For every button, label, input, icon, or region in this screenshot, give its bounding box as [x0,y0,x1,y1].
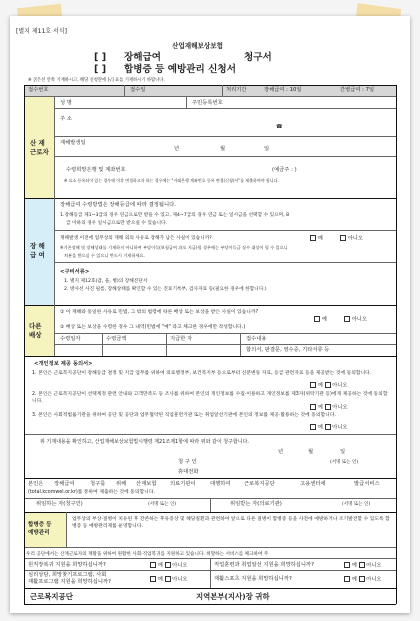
depositor-label: (예금주 : ) [272,167,297,173]
col-amount: 수령금액 [106,336,127,342]
checkbox-no[interactable] [340,235,346,241]
form-number: [별지 제11호 서식] [16,28,67,35]
checkbox-yes[interactable] [150,562,156,568]
bank-note: ※ 요소 등록되어 있는 경우에 이후 변경하고자 하는 경우에는 "거래은행 계좌번호 등록 변경(신청)서"를 제출하여야 합니다. [64,178,279,183]
rule [186,96,187,108]
rule [222,85,223,96]
rule [54,156,396,157]
checkbox-yes[interactable] [344,562,350,568]
rule [54,344,396,345]
disability-line3: 급 이하의 경우 일시금으로만 받으실 수 있습니다. [66,221,167,226]
footer-agency: 근로복지공단 [30,592,73,601]
consent-word-4: 산재보험 [136,481,157,487]
worker-section-label: 산 재 근로자 [30,139,49,156]
claimant-sign: (서명 또는 인) [330,460,359,465]
prior-disability-question: 재해발생 이전에 업무상의 재해 외의 사유로 장해가 남은 사실이 있습니까? [60,236,212,241]
checkbox-yes[interactable] [310,424,316,430]
footer-recipient: 지역본부(지사)장 귀하 [196,592,270,601]
consent-word-7: 근로복지공단 [244,481,275,487]
consent-word-0: 본인은 [28,481,44,487]
agency-name: 산업재해보상보험 [172,42,223,50]
rule [24,604,396,605]
rule [54,136,396,137]
yes-label: 예 [321,316,327,323]
privacy-item3: 3. 본인은 사회적법률기관을 위하여 공단 및 공단과 업무협약된 직업훈련기관 또는 취업알선기관에 본인의 정보를 제공·활용하는 것에 동의합니다. [32,413,336,418]
documents-item2: 2. 방사선 사진 필름, 장해상태를 확인할 수 있는 진료기록부, 검사자료 등(필요한 경우에 한합니다.) [64,287,267,292]
no-label: 아니오 [332,404,348,411]
rule [24,96,396,97]
other-comp-yes[interactable] [314,316,327,324]
documents-title: <구비서류> [60,269,90,275]
form-document [10,16,410,613]
rule [24,512,396,513]
name-label: 성 명 [60,100,72,106]
services-intro: 우리 공단에서는 산재근로자의 재활을 위하여 원활한 사회·직업복귀를 지원하고 있습니다. 희망하는 서비스를 체크하여 주 [26,552,269,557]
no-label: 아니오 [366,576,382,583]
no-label: 아니오 [172,576,188,583]
privacy-item2: 2. 본인은 근로복지공단이 선택계정 관련 안내와 고객만족도 등 조사를 위하여 본인의 개인정보를 수집·이용하고 개인정보를 제3자(위탁기관 등)에게 제공하는 것에 동의합니다. [32,392,388,404]
title-disability: 장해급여 [124,52,162,63]
mobile-label: 휴대전화 [178,469,199,475]
checkbox-yes[interactable] [310,404,316,410]
service-training: 직업훈련과 취업알선 지원을 희망하십니까? [214,562,314,568]
consent-line2: (total.kcomwel.or.kr)를 통하여 제출하는 것에 동의합니다. [28,490,155,495]
date-day: 일 [264,146,270,152]
checkbox-no[interactable] [165,562,171,568]
rule [210,558,211,588]
address-label: 주 소 [60,116,72,122]
rule [102,333,103,356]
checkbox-no[interactable] [325,424,331,430]
disability-line2: 1.장해등급 제1~3급의 경우 연금으로만 받을 수 있고, 제4~7급의 경우 연금 또는 일시금을 선택할 수 있으며, 8 [60,213,290,218]
rule [54,108,396,109]
complication-label: 합병증 등 예방관리 [28,522,52,536]
service-counseling-choice[interactable] [150,576,188,584]
rule [24,478,396,479]
rule [166,333,167,356]
accident-date-label: 재해발생일 [60,140,86,146]
rule [24,547,396,548]
yes-label: 예 [157,562,163,569]
delegator-label: 위임하는 자(청구인) [36,501,83,507]
checkbox-yes[interactable] [150,576,156,582]
disability-section-label: 장 해 급 여 [30,242,45,259]
rule [24,588,396,589]
complication-text: 업무상의 부상·질병이 치유된 후 잔존하는 후유증상 및 해당질환과 관련하여 앞으로 다른 질병이 합병증 등을 사전에 예방하거나 조기발견할 수 있도록 합병증 등 예방관리제를 운영합니다. [72,517,390,530]
yes-label: 예 [317,404,323,411]
complication-period: 간병급여 : 7일 [340,87,375,93]
yes-label: 예 [317,235,323,242]
no-label: 아니오 [366,562,382,569]
privacy-title: <개인정보 제공 동의서> [34,361,93,367]
processing-period-label: 처리기간 [226,87,247,93]
yes-label: 예 [317,424,323,431]
col-content: 접수내용 [246,336,267,342]
service-return-work: 원직장복귀 지원을 희망하십니까? [28,562,106,568]
consent-word-1: 장해급여 [54,481,75,487]
rule [54,96,55,356]
rule [24,198,396,199]
title-bracket-2[interactable]: [ ] [94,64,107,75]
delegate-sign: (서명 또는 인) [342,502,371,507]
title-bracket-1[interactable]: [ ] [94,52,107,63]
consent-word-3: 위해 [116,481,127,487]
rule [24,85,396,86]
phone-icon: ☎ [276,124,283,130]
prior-disability-note1: ※기존장해 및 장해상태를 기재하지 아니하여 부당이득(보험급여 과오 지급)될 경우에는 부당이득금 징수 대상이 될 수 있으니 [60,245,288,250]
statement-year: 년 [278,449,284,455]
rule [210,498,211,512]
checkbox-no[interactable] [344,316,350,322]
service-return-work-choice[interactable] [150,562,188,570]
prior-disability-note2: 처분을 받으실 수 있으니 반드시 기재하세요. [64,253,145,258]
privacy-item1: 1. 본인은 근로복지공단이 장해등급 결정 및 지급 업무를 위하여 의료행정부, 보건복지부 등으로부터 신분변동 자료, 등급 관련자료 등을 제공받는 것에 동의합니다. [32,371,372,376]
service-counseling-2: 재활프로그램 지원을 희망하십니까? [28,579,111,585]
other-comp-q2: ② 배상 또는 보상을 수령한 경우 그 내역(민법에 "예" 라고 체크한 경우에만 작성합니다.) [60,325,246,330]
checkbox-no[interactable] [359,576,365,582]
checkbox-yes[interactable] [314,316,320,322]
disability-line1: 장해급여 수령방법은 장해등급에 따라 결정됩니다. [60,202,176,208]
checkbox-yes[interactable] [310,235,316,241]
consent-word-8: 고용센터에 [300,481,326,487]
no-label: 아니오 [172,562,188,569]
prior-disability-no[interactable] [340,235,363,243]
delegate-label: 위임받는 자(의료기관) [230,501,282,507]
rule [54,333,396,334]
receipt-date-label: 접수일 [130,87,146,93]
checkbox-no[interactable] [165,576,171,582]
title-claim: 청구서 [244,52,272,63]
col-payer: 지급한 자 [170,336,193,342]
service-sports: 재활스포츠 지원을 희망하십니까? [214,576,292,582]
receipt-number-label: 접수번호 [28,87,49,93]
rule [24,305,396,306]
documents-item1: 1. 별지 제12호(갑, 을, 병)의 장해진단서 [64,279,148,284]
rule [24,356,396,357]
consent-word-5: 의료기관이 [170,481,196,487]
yes-label: 예 [351,576,357,583]
no-label: 아니오 [332,424,348,431]
claimant-label: 청 구 인 [178,459,197,465]
rule [24,85,25,604]
resident-id-label: 주민등록번호 [192,100,223,106]
consent-word-6: 대행하여 [210,481,231,487]
privacy-agree-2[interactable] [310,404,348,412]
rule [54,262,396,263]
other-comp-label: 다른 배상 [29,322,42,339]
bank-account-label: 수령희망은행 및 계좌번호 [66,167,126,173]
rule [54,230,396,231]
disability-period: 장해급여 : 10일 [264,87,302,93]
yes-label: 예 [317,382,323,389]
date-year: 년 [174,146,180,152]
date-month: 월 [220,146,226,152]
privacy-agree-1[interactable] [310,382,348,390]
checkbox-no[interactable] [325,382,331,388]
checkbox-no[interactable] [325,404,331,410]
col-detail: 합의서, 판결문, 영수증, 기타서류 등 [246,347,330,353]
statement-text: 위 기재내용을 확인하고, 산업재해보상보험법시행령 제21조제1항에 따라 위와 같이 청구합니다. [40,439,249,445]
rule [24,434,396,435]
other-comp-no[interactable] [344,316,367,324]
rule [240,333,241,356]
no-label: 아니오 [347,235,364,242]
delegator-sign: (서명 또는 인) [148,502,177,507]
header-note: ※ 굵은선 안쪽 기재하시고, 해당 신청란에 [√] 표를 기재하시기 바랍니다. [28,78,165,83]
statement-day: 일 [340,449,346,455]
col-receive-date: 수령일자 [60,336,81,342]
service-counseling: 심리상담, 희망찾기프로그램, 사회 [28,572,107,578]
rule [396,85,397,604]
privacy-agree-3[interactable] [310,424,348,432]
checkbox-yes[interactable] [310,382,316,388]
title-complication: 합병증 등 예방관리 신청서 [124,64,236,75]
consent-word-2: 청구를 [90,481,106,487]
statement-month: 월 [308,449,314,455]
rule [124,85,125,96]
service-training-choice[interactable] [344,562,382,570]
service-sports-choice[interactable] [344,576,382,584]
yes-label: 예 [351,562,357,569]
other-comp-q1: ① 이 재해와 동일한 사유로 민법, 그 밖의 법령에 따른 배상 또는 보상을 받은 사실이 있습니까? [60,310,259,315]
rule [66,512,67,547]
no-label: 아니오 [332,382,348,389]
no-label: 아니오 [351,316,368,323]
yes-label: 예 [157,576,163,583]
consent-word-9: 발급서비스 [354,481,380,487]
checkbox-yes[interactable] [344,576,350,582]
checkbox-no[interactable] [359,562,365,568]
prior-disability-yes[interactable] [310,235,323,243]
